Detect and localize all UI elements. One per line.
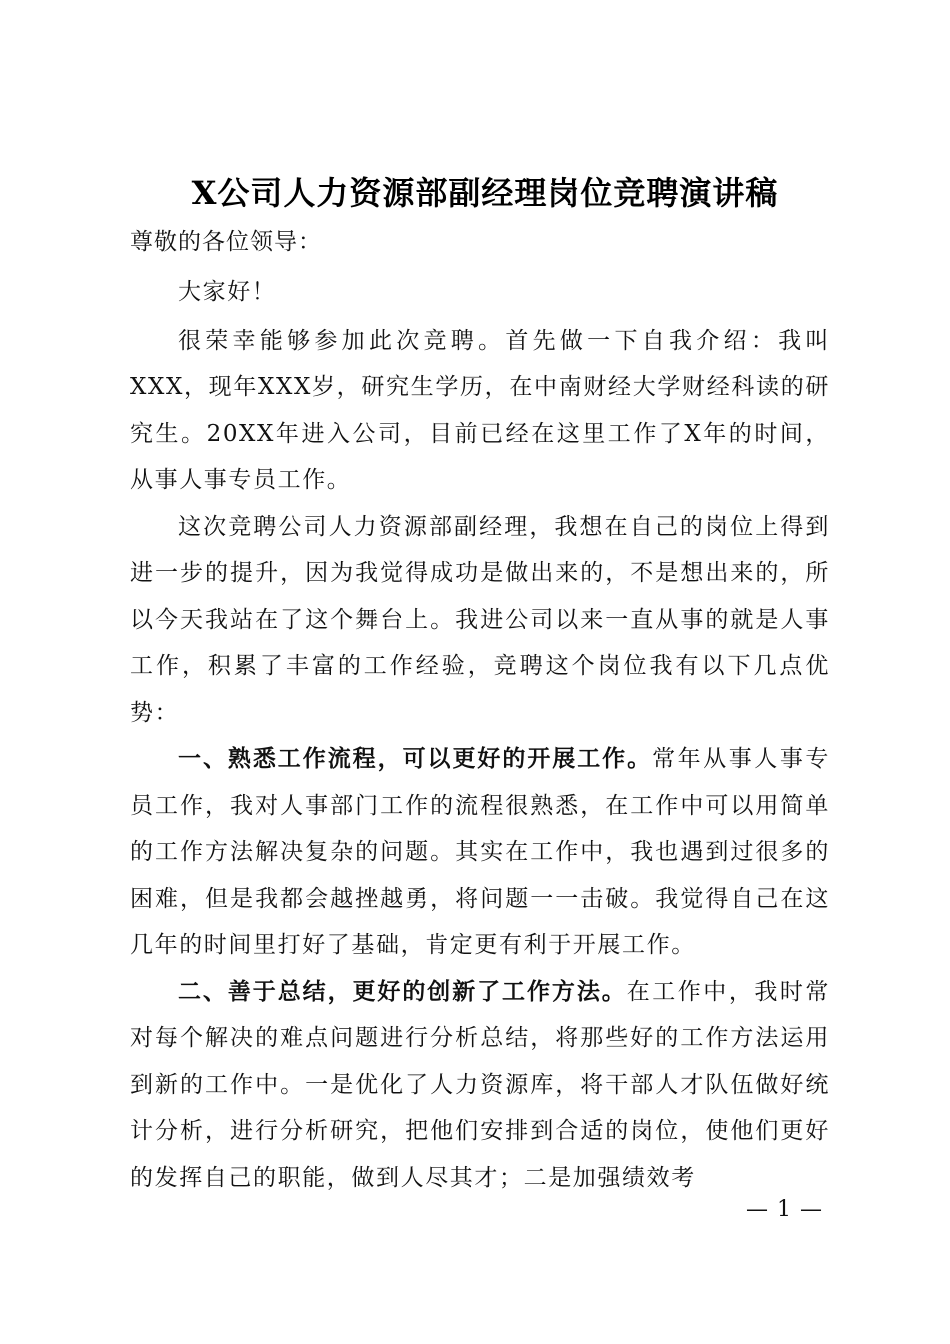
paragraph-advantage-one	[130, 736, 830, 969]
greeting: 大家好！	[178, 279, 277, 305]
paragraph-text: 这次竞聘公司人力资源部副经理，我想在自己的岗位上得到进一步的提升，因为我觉得成功是做出来的，不是想出来的，所以今天我站在了这个舞台上。我进公司以来一直从事的就是人事工作，积累了丰富的工作经验，竞聘这个岗位我有以下几点优势：	[130, 513, 830, 726]
paragraph-introduction	[130, 318, 830, 504]
paragraph-lead: 二、善于总结，更好的创新了工作方法。	[178, 978, 627, 1005]
paragraph-text: 很荣幸能够参加此次竞聘。首先做一下自我介绍：我叫XXX，现年XXX岁，研究生学历，在中南财经大学财经科读的研究生。20XX年进入公司，目前已经在这里工作了X年的时间，从事人事专员工作。	[130, 327, 830, 493]
paragraph-lead: 一、熟悉工作流程，可以更好的开展工作。	[178, 746, 653, 772]
paragraph-text: 常年从事人事专员工作，我对人事部门工作的流程很熟悉，在工作中可以用简单的工作方法解决复杂的问题。其实在工作中，我也遇到过很多的困难，但是我都会越挫越勇，将问题一一击破。我觉得自己在这几年的时间里打好了基础，肯定更有利于开展工作。	[130, 746, 831, 958]
page-number: — 1 —	[746, 1197, 823, 1222]
paragraph-text: 在工作中，我时常对每个解决的难点问题进行分析总结，将那些好的工作方法运用到新的工作中。一是优化了人力资源库，将干部人才队伍做好统计分析，进行分析研究，把他们安排到合适的岗位，使他们更好的发挥自己的职能，做到人尽其才；二是加强绩效考	[130, 978, 830, 1191]
document-title: X公司人力资源部副经理岗位竞聘演讲稿	[191, 174, 779, 212]
document-page	[130, 168, 830, 1201]
salutation: 尊敬的各位领导：	[130, 229, 322, 255]
paragraph-advantage-two	[130, 969, 830, 1202]
paragraph-motivation	[130, 504, 830, 737]
